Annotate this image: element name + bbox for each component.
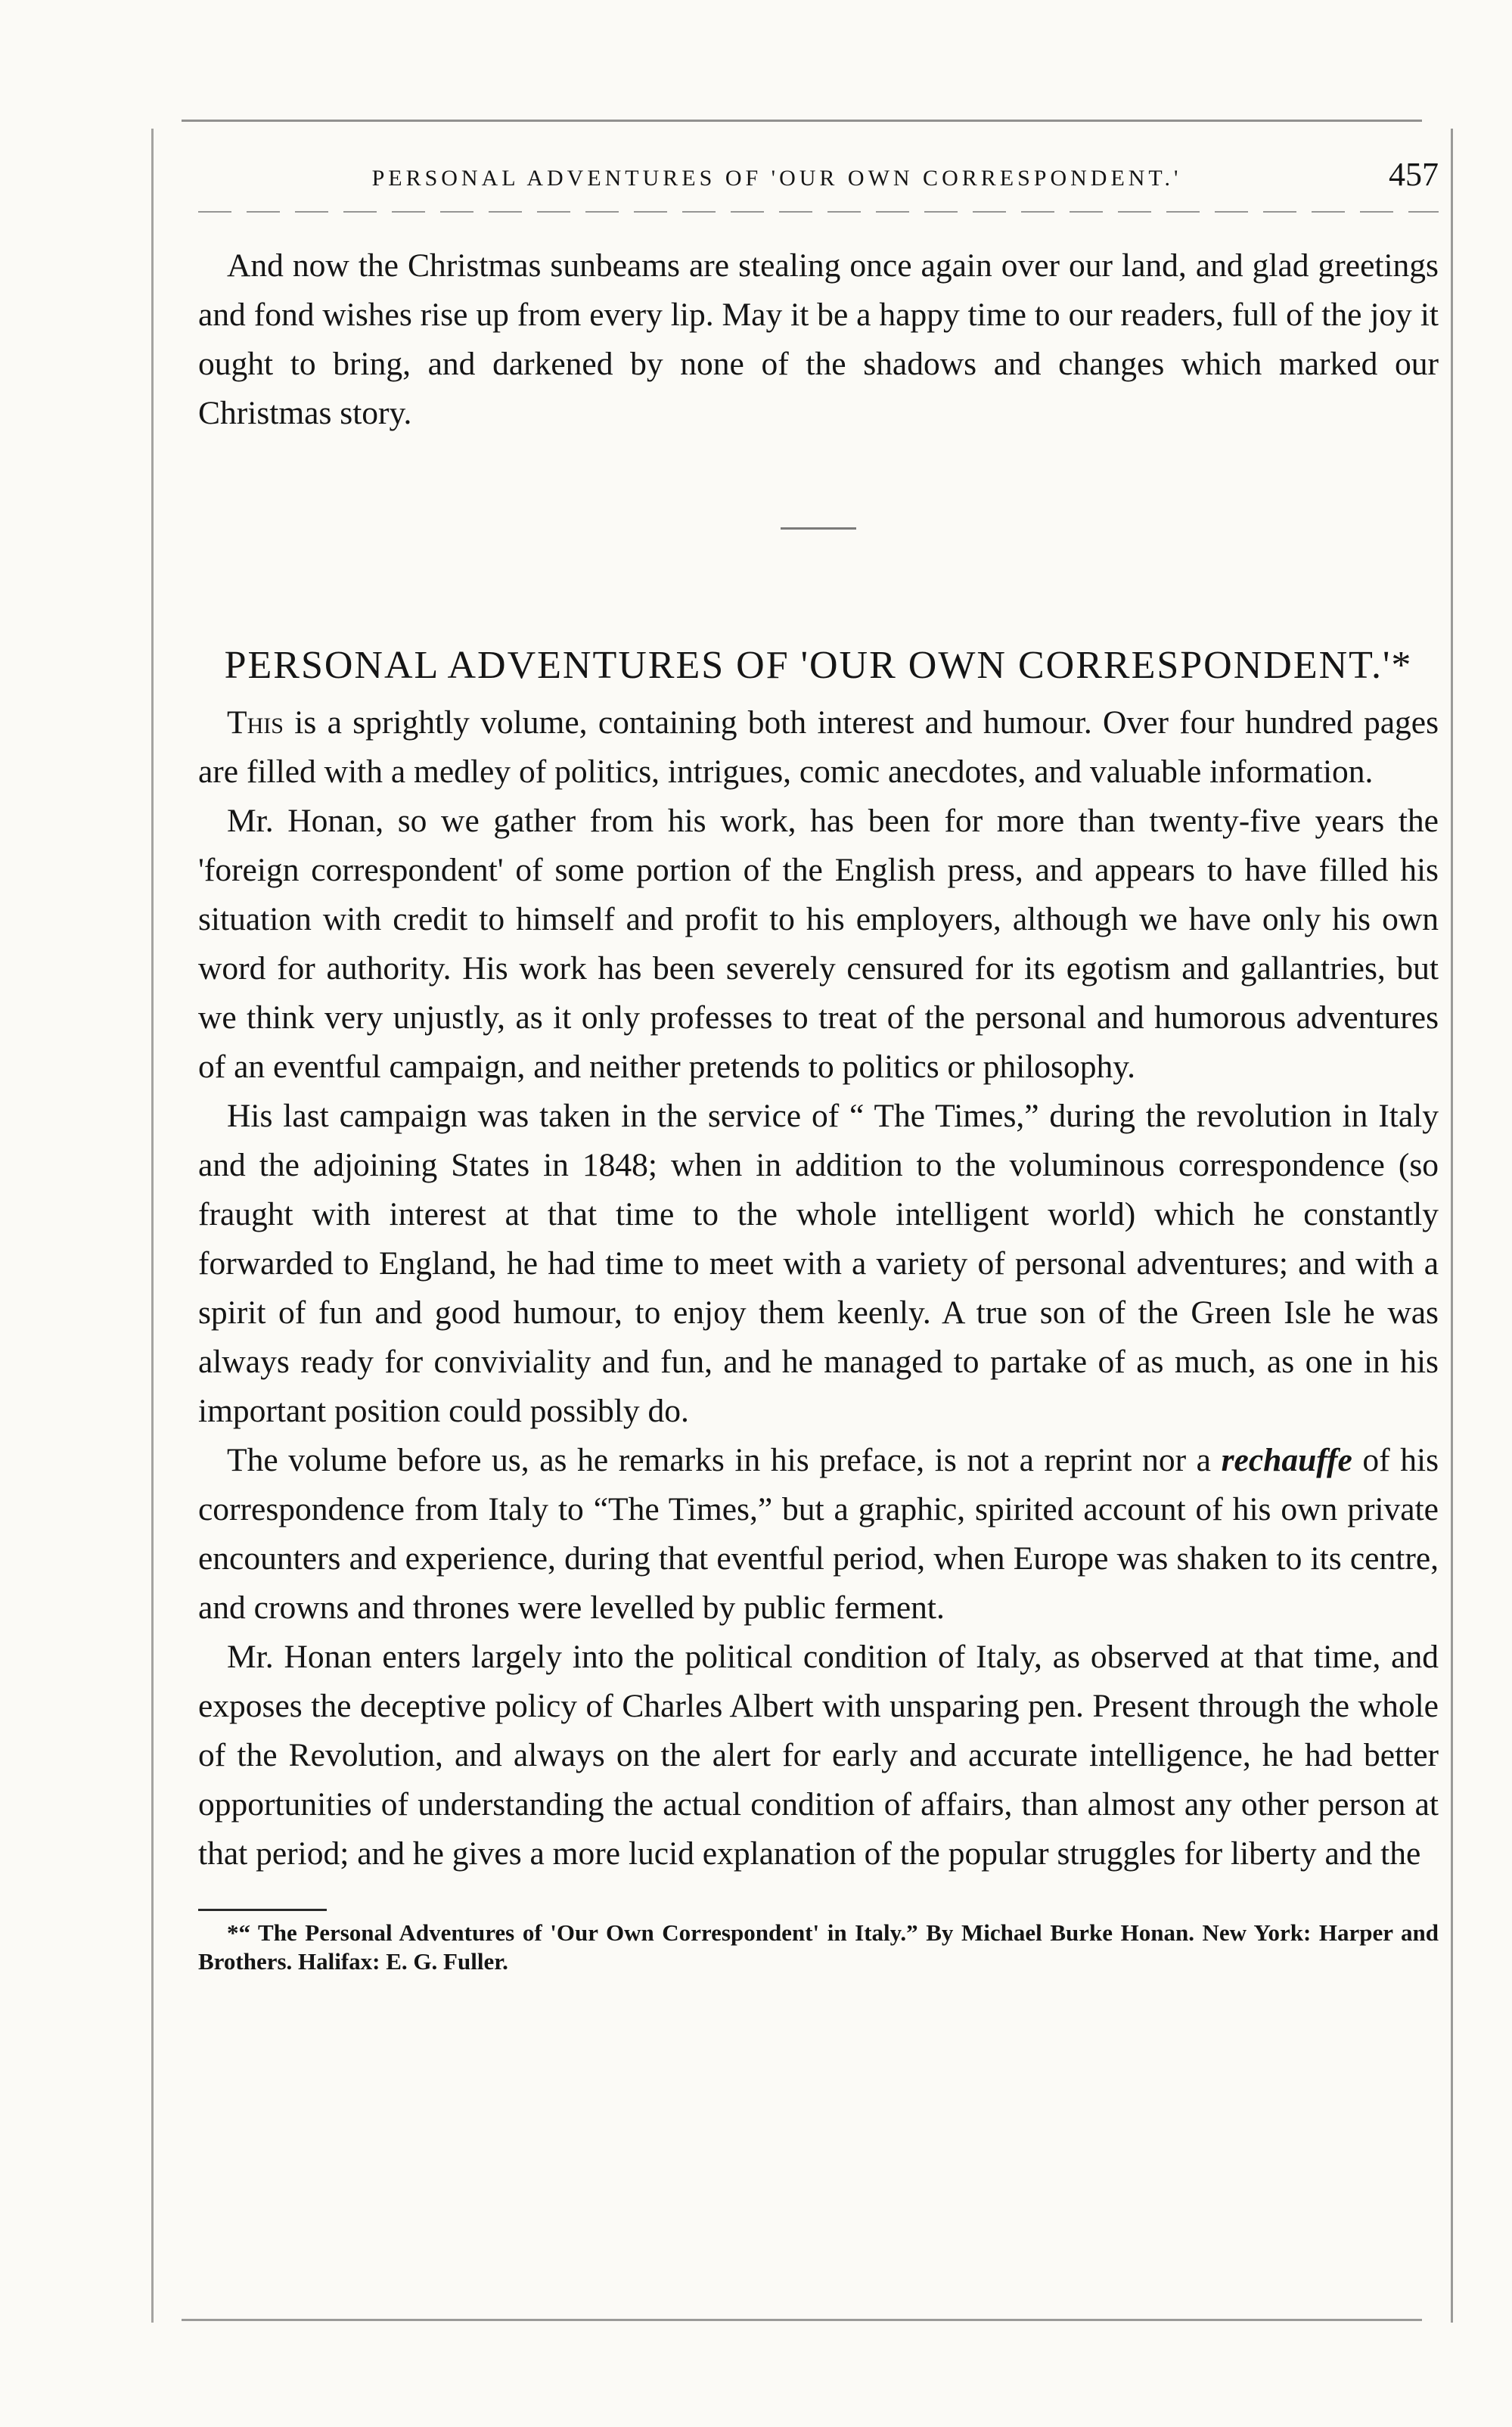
header-rule [198,211,1439,213]
footnote: *“ The Personal Adventures of 'Our Own Correspondent' in Italy.” By Michael Burke Honan. New York: Harper and Brothers. Halifax: E. G. Fuller. [198,1919,1439,1975]
running-title: PERSONAL ADVENTURES OF 'OUR OWN CORRESPONDENT.' [371,166,1182,191]
article-paragraph-3: His last campaign was taken in the service of “ The Times,” during the revolution in Italy and the adjoining States in 1848; when in addition to the voluminous correspondence (so fraught with interest at that time to the whole intelligent world) which he constantly forwarded to England, he had time to meet with a variety of personal adventures; and with a spirit of fun and good humour, to enjoy them keenly. A true son of the Green Isle he was always ready for conviviality and fun, and he managed to partake of as much, as one in his important position could possibly do. [198,1098,1439,1429]
article-paragraph-2: Mr. Honan, so we gather from his work, has been for more than twenty-five years the 'foreign correspondent' of some portion of the English press, and appears to have filled his situation with credit to himself and profit to his employers, although we have only his own word for authority. His work has been severely censured for its egotism and gallantries, but we think very unjustly, as it only professes to treat of the personal and humorous adventures of an eventful campaign, and neither pretends to politics or philosophy. [198,803,1439,1085]
article-title: PERSONAL ADVENTURES OF 'OUR OWN CORRESPONDENT.'* [224,644,1413,687]
scan-edge-top [182,120,1422,122]
scan-edge-left [151,129,154,2323]
article-paragraph-4 [198,1436,1439,1633]
emphasized-word: rechauffe [1221,1442,1352,1478]
footnote-rule [198,1909,327,1911]
paragraph-lead-word: This [227,704,284,741]
scan-edge-bottom [182,2319,1422,2321]
article-paragraph-1 [198,698,1439,797]
scan-edge-right [1451,129,1453,2323]
paragraph-text: is a sprightly volume, containing both interest and humour. Over four hundred pages are filled with a medley of politics, intrigues, comic anecdotes, and valuable information. [198,704,1439,790]
opening-paragraph: And now the Christmas sunbeams are stealing once again over our land, and glad greetings and fond wishes rise up from every lip. May it be a happy time to our readers, full of the joy it ought to bring, and darkened by none of the shadows and changes which marked our Christmas story. [198,247,1439,431]
paragraph-text-before: The volume before us, as he remarks in his preface, is not a reprint nor a [227,1442,1222,1478]
page-number: 457 [1389,156,1439,193]
paragraph-text-after: of his correspondence from Italy to “The Times,” but a graphic, spirited account of his own private encounters and experience, during that eventful period, when Europe was shaken to its centre, and crowns and thrones were levelled by public ferment. [198,1442,1439,1626]
section-divider [781,527,856,530]
book-page [198,155,1439,1976]
article-paragraph-5: Mr. Honan enters largely into the political condition of Italy, as observed at that time, and exposes the deceptive policy of Charles Albert with unsparing pen. Present through the whole of the Revolution, and always on the alert for early and accurate intelligence, he had better opportunities of understanding the actual condition of affairs, than almost any other person at that period; and he gives a more lucid explanation of the popular struggles for liberty and the [198,1639,1439,1872]
running-header [198,155,1439,200]
